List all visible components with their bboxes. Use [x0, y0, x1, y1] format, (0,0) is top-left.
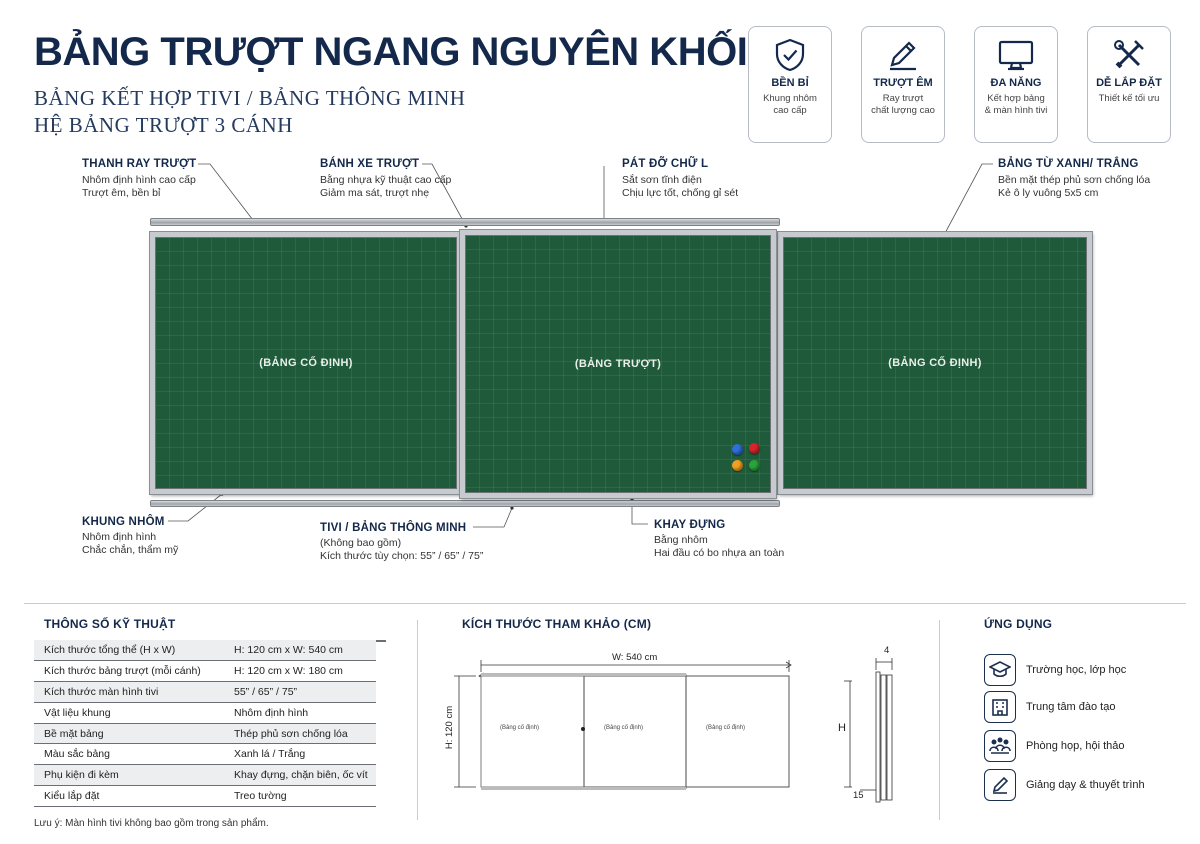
feature-title: ĐA NĂNG: [990, 77, 1042, 89]
app-item-school: Trường học, lớp học: [984, 654, 1126, 686]
callout-surface: BẢNG TỪ XANH/ TRẮNG Bền mặt thép phủ sơn chống lóa Kẻ ô ly vuông 5x5 cm: [998, 158, 1151, 199]
section-divider: [24, 603, 1186, 604]
callout-tv: TIVI / BẢNG THÔNG MINH (Không bao gồm) Kích thước tùy chọn: 55” / 65” / 75”: [320, 522, 484, 562]
dimensions-title: KÍCH THƯỚC THAM KHẢO (CM): [462, 617, 652, 631]
applications-title: ỨNG DỤNG: [984, 617, 1053, 631]
graduation-cap-icon: [984, 654, 1016, 686]
table-row: Bề mặt bảng Thép phủ sơn chống lóa: [34, 723, 376, 744]
subtitle-system: HỆ BẢNG TRƯỢT 3 CÁNH: [34, 113, 293, 137]
meeting-icon: [984, 730, 1016, 762]
mini-panel-label: (Bảng cố định): [500, 725, 540, 731]
column-divider: [417, 620, 418, 820]
callout-bracket: PÁT ĐỠ CHỮ L Sắt sơn tĩnh điện Chịu lực tốt, chống gỉ sét: [622, 158, 739, 199]
feature-title: BỀN BỈ: [771, 77, 809, 89]
bottom-sliding-rail: [150, 500, 780, 507]
mini-panel-label: (Bảng cố định): [706, 725, 746, 731]
width-label: W: 540 cm: [612, 652, 658, 663]
depth-label: 4: [884, 645, 890, 656]
subtitle-combined: BẢNG KẾT HỢP TIVI / BẢNG THÔNG MINH: [34, 86, 466, 110]
building-icon: [984, 691, 1016, 723]
magnet-orange: [732, 460, 743, 471]
column-divider: [939, 620, 940, 820]
table-row: Kiểu lắp đặt Treo tường: [34, 786, 376, 807]
magnet-blue: [732, 444, 743, 455]
callout-wheel: BÁNH XE TRƯỢT Bằng nhựa kỹ thuật cao cấp Giảm ma sát, trượt nhẹ: [320, 158, 452, 199]
app-item-training-center: Trung tâm đào tạo: [984, 691, 1115, 723]
height-label: H: 120 cm: [444, 705, 456, 750]
feature-title: DỄ LẮP ĐẶT: [1096, 77, 1162, 89]
side-height-label: H: [838, 722, 846, 734]
feature-desc: Thiết kế tối ưu: [1098, 93, 1160, 104]
specs-title: THÔNG SỐ KỸ THUẬT: [44, 617, 176, 631]
app-item-teaching: Giảng dạy & thuyết trình: [984, 769, 1145, 801]
callout-frame: KHUNG NHÔM Nhôm định hình Chắc chắn, thẩm mỹ: [82, 516, 179, 556]
table-row: Phụ kiện đi kèm Khay đựng, chặn biên, ốc vít: [34, 765, 376, 786]
board-panel-sliding: (BẢNG TRƯỢT): [460, 230, 776, 498]
table-row: Màu sắc bảng Xanh lá / Trắng: [34, 744, 376, 765]
callout-rail: THANH RAY TRƯỢT Nhôm định hình cao cấp Trượt êm, bền bỉ: [82, 158, 197, 199]
table-row: Kích thước màn hình tivi 55” / 65” / 75”: [34, 682, 376, 703]
page-title: BẢNG TRƯỢT NGANG NGUYÊN KHỐI: [34, 30, 748, 74]
app-item-meeting: Phòng họp, hội thảo: [984, 730, 1124, 762]
top-sliding-rail: [150, 218, 780, 226]
side-bottom-label: 15: [853, 790, 864, 801]
magnet-red: [749, 443, 760, 454]
magnet-green: [749, 460, 760, 471]
footnote: Lưu ý: Màn hình tivi không bao gồm trong sản phẩm.: [34, 818, 269, 829]
table-row: Kích thước bảng trượt (mỗi cánh) H: 120 cm x W: 180 cm: [34, 661, 376, 682]
board-panel-fixed-left: (BẢNG CỐ ĐỊNH): [150, 232, 462, 494]
feature-desc: Ray trượt chất lượng cao: [871, 93, 935, 116]
callout-tray: KHAY ĐỰNG Bằng nhôm Hai đầu có bo nhựa an toàn: [654, 519, 785, 559]
feature-title: TRƯỢT ÊM: [873, 77, 933, 89]
feature-desc: Khung nhôm cao cấp: [763, 93, 817, 116]
teaching-icon: [984, 769, 1016, 801]
board-panel-fixed-right: (BẢNG CỐ ĐỊNH): [778, 232, 1092, 494]
table-row: Kích thước tổng thể (H x W) H: 120 cm x W: 540 cm: [34, 640, 376, 661]
mini-panel-label: (Bảng cố định): [604, 725, 644, 731]
feature-desc: Kết hợp bảng & màn hình tivi: [984, 93, 1048, 116]
table-row: Vật liệu khung Nhôm định hình: [34, 702, 376, 723]
specs-table: [34, 640, 376, 807]
